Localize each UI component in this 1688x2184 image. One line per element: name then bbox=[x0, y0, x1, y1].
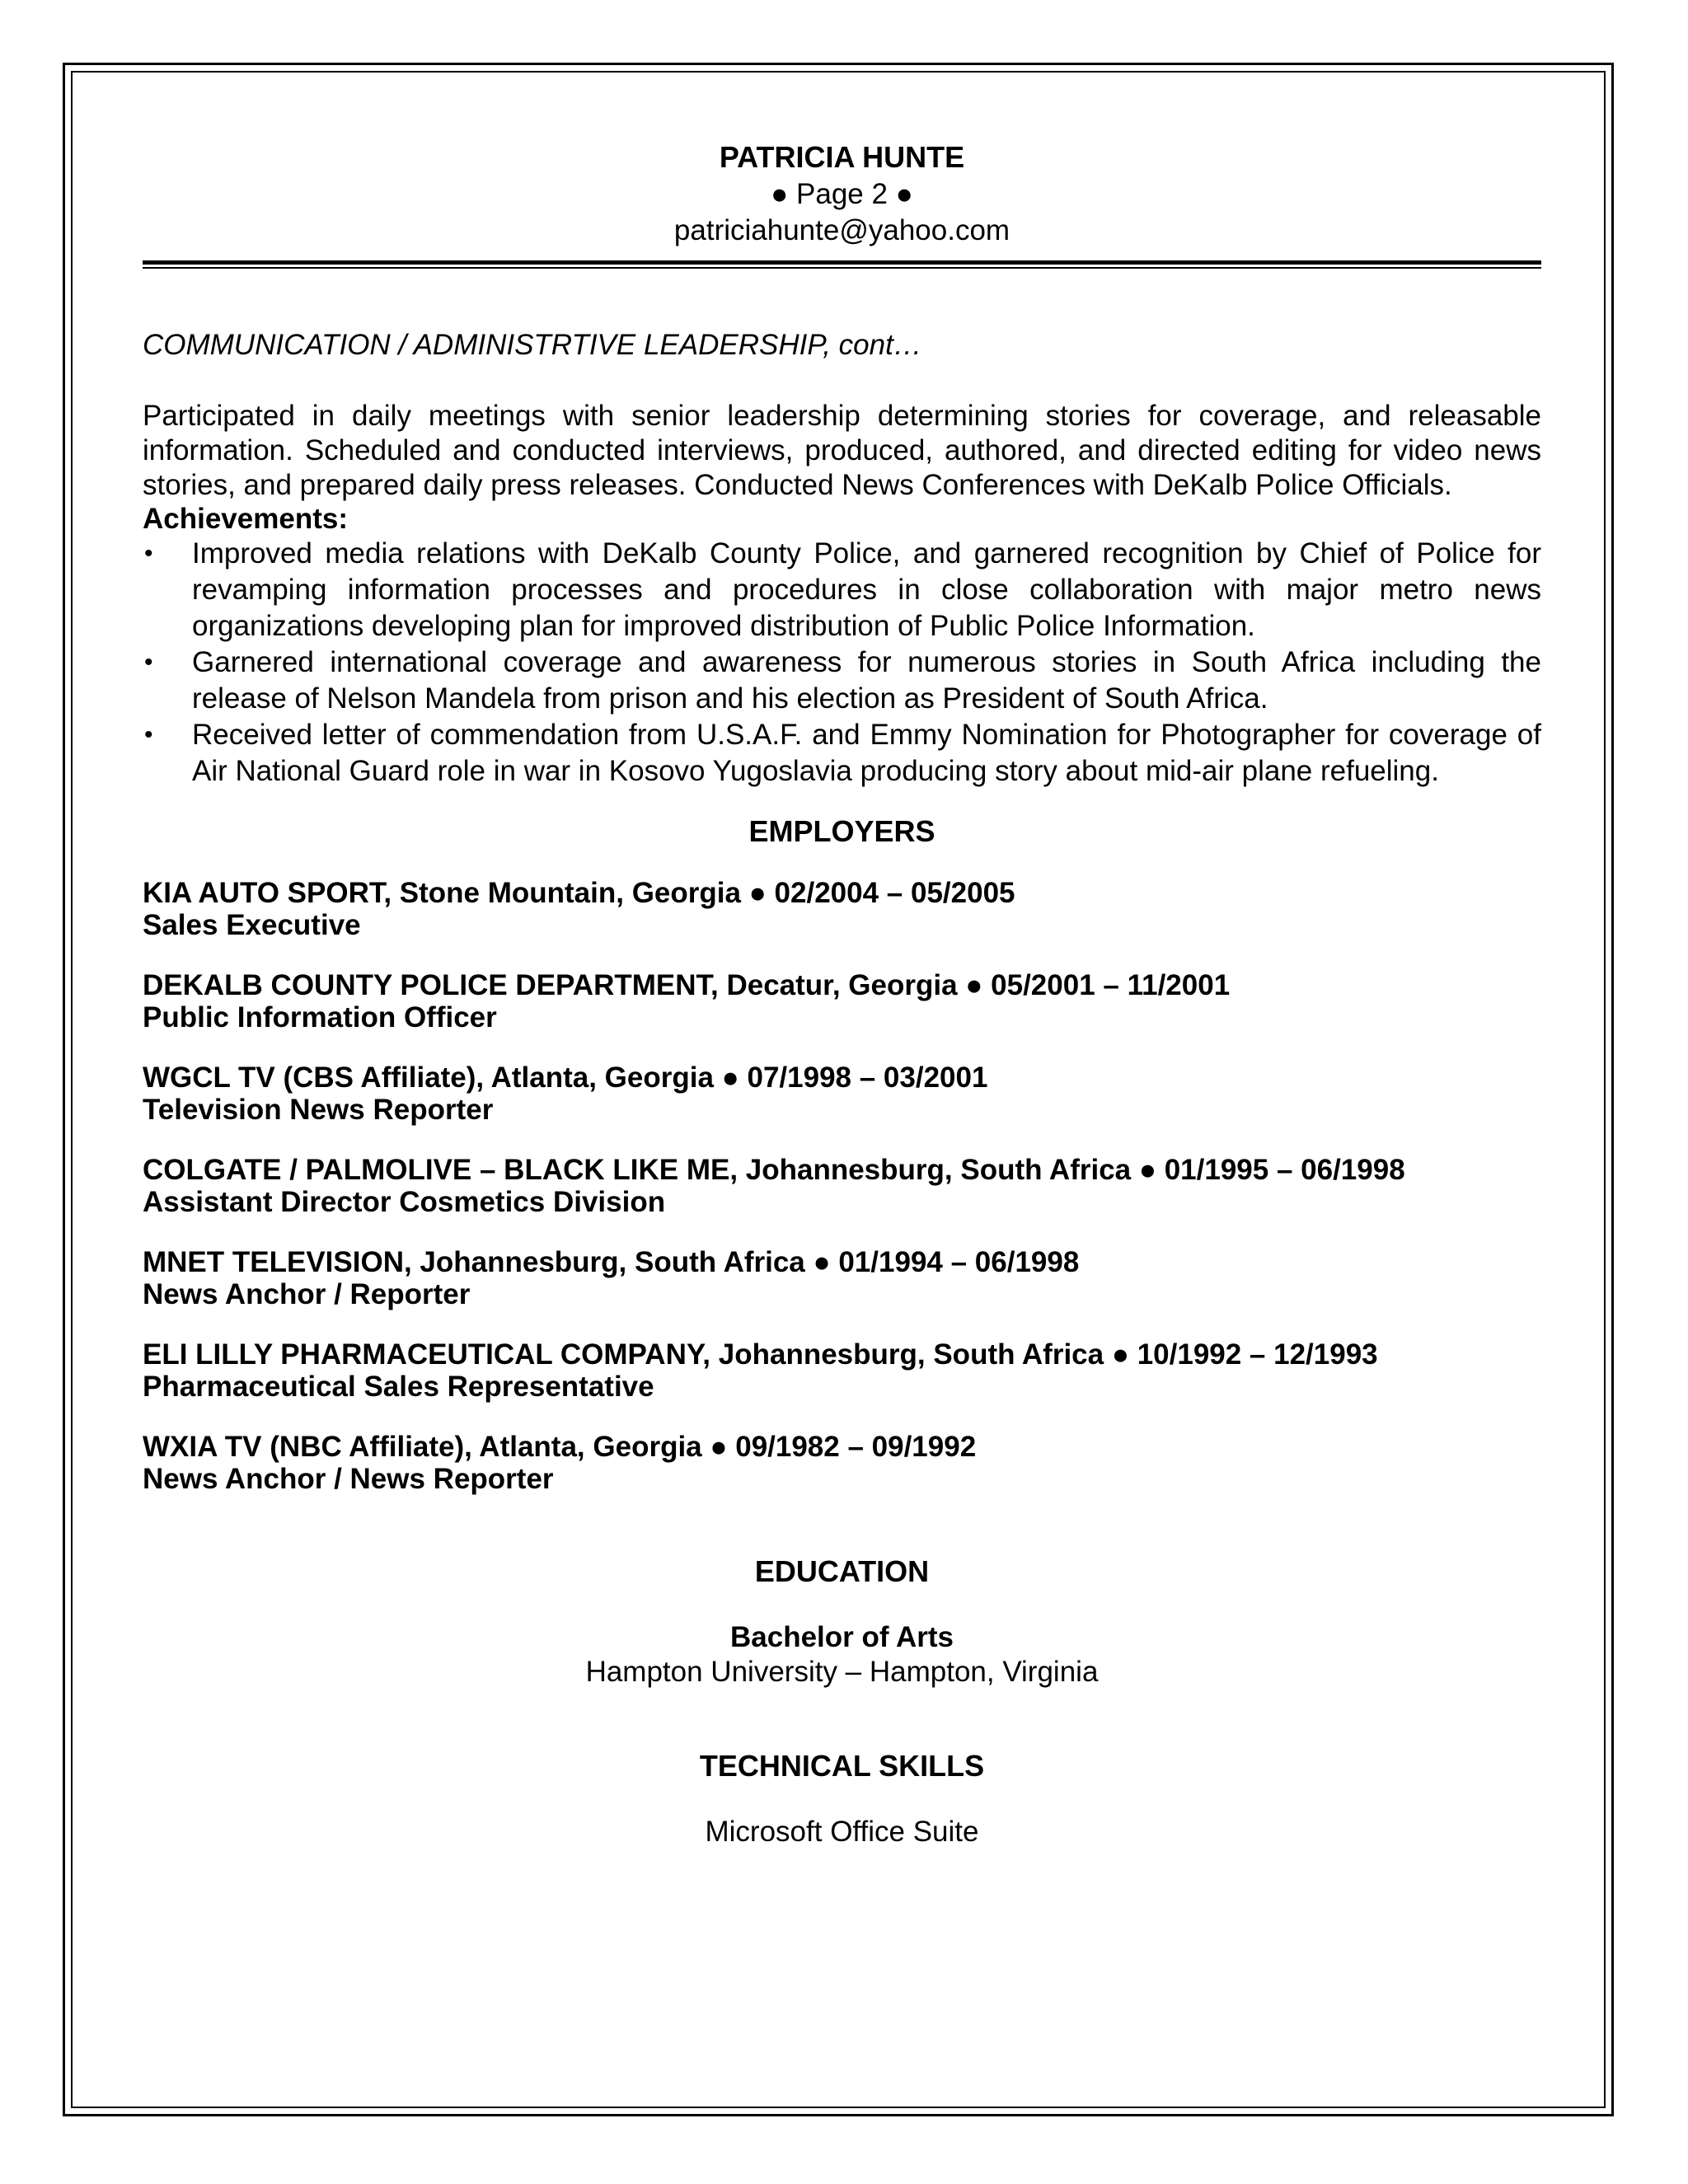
candidate-name: PATRICIA HUNTE bbox=[719, 140, 965, 174]
employer-title: News Anchor / News Reporter bbox=[143, 1463, 554, 1495]
employer-title: Assistant Director Cosmetics Division bbox=[143, 1186, 666, 1218]
employer-entry bbox=[143, 969, 1541, 1033]
achievement-item bbox=[143, 717, 1541, 790]
employers-heading: EMPLOYERS bbox=[748, 814, 935, 848]
school: Hampton University – Hampton, Virginia bbox=[585, 1656, 1099, 1688]
employer-line: WGCL TV (CBS Affiliate), Atlanta, Georgia ● 07/1998 – 03/2001 bbox=[143, 1062, 988, 1094]
achievements-list bbox=[143, 536, 1541, 790]
employer-line: ELI LILLY PHARMACEUTICAL COMPANY, Johannesburg, South Africa ● 10/1992 – 12/1993 bbox=[143, 1338, 1378, 1371]
bullet-icon: • bbox=[144, 540, 153, 567]
achievement-text: Received letter of commendation from U.S.A.F. and Emmy Nomination for Photographer for coverage of Air National Guard role in war in Kosovo Yugoslavia producing story about mid-air plane refueling. bbox=[192, 719, 1541, 787]
resume-header bbox=[143, 138, 1541, 249]
resume-page bbox=[143, 138, 1541, 1849]
achievement-item bbox=[143, 644, 1541, 717]
employer-entry bbox=[143, 1431, 1541, 1495]
section-title: COMMUNICATION / ADMINISTRTIVE LEADERSHIP, cont… bbox=[143, 329, 922, 361]
achievement-text: Garnered international coverage and awareness for numerous stories in South Africa including the release of Nelson Mandela from prison and his election as President of South Africa. bbox=[192, 646, 1541, 715]
header-divider bbox=[143, 260, 1541, 269]
page-indicator: ● Page 2 ● bbox=[771, 178, 913, 210]
employer-line: DEKALB COUNTY POLICE DEPARTMENT, Decatur, Georgia ● 05/2001 – 11/2001 bbox=[143, 969, 1231, 1001]
employer-entry bbox=[143, 877, 1541, 941]
achievement-text: Improved media relations with DeKalb County Police, and garnered recognition by Chief of Police for revamping information processes and procedures in close collaboration with major metro news organizations developing plan for improved distribution of Public Police Information. bbox=[192, 537, 1541, 642]
employer-title: Television News Reporter bbox=[143, 1094, 494, 1126]
education-heading: EDUCATION bbox=[754, 1554, 930, 1588]
employer-entry bbox=[143, 1246, 1541, 1310]
employer-entry bbox=[143, 1154, 1541, 1218]
bullet-icon: • bbox=[144, 721, 153, 748]
employer-line: KIA AUTO SPORT, Stone Mountain, Georgia ● 02/2004 – 05/2005 bbox=[143, 877, 1015, 909]
technical-skills-heading: TECHNICAL SKILLS bbox=[699, 1749, 985, 1783]
employer-line: WXIA TV (NBC Affiliate), Atlanta, Georgia ● 09/1982 – 09/1992 bbox=[143, 1431, 977, 1463]
degree: Bachelor of Arts bbox=[730, 1621, 954, 1653]
employer-title: Public Information Officer bbox=[143, 1001, 497, 1033]
bullet-icon: • bbox=[144, 649, 153, 676]
achievement-item bbox=[143, 536, 1541, 644]
section-paragraph: Participated in daily meetings with senior leadership determining stories for coverage, and releasable information. Scheduled and conducted interviews, produced, authored, and directed editing for video news stories, and prepared daily press releases. Conducted News Conferences with DeKalb Police Officials. bbox=[143, 400, 1541, 501]
employer-entry bbox=[143, 1338, 1541, 1403]
achievements-label: Achievements: bbox=[143, 503, 348, 535]
employer-entry bbox=[143, 1062, 1541, 1126]
employer-title: Pharmaceutical Sales Representative bbox=[143, 1371, 654, 1403]
employer-title: Sales Executive bbox=[143, 909, 361, 941]
employer-line: MNET TELEVISION, Johannesburg, South Africa ● 01/1994 – 06/1998 bbox=[143, 1246, 1080, 1278]
technical-skills-value: Microsoft Office Suite bbox=[705, 1816, 979, 1848]
employer-title: News Anchor / Reporter bbox=[143, 1278, 471, 1310]
email-address: patriciahunte@yahoo.com bbox=[673, 214, 1010, 246]
employer-line: COLGATE / PALMOLIVE – BLACK LIKE ME, Johannesburg, South Africa ● 01/1995 – 06/1998 bbox=[143, 1154, 1405, 1186]
